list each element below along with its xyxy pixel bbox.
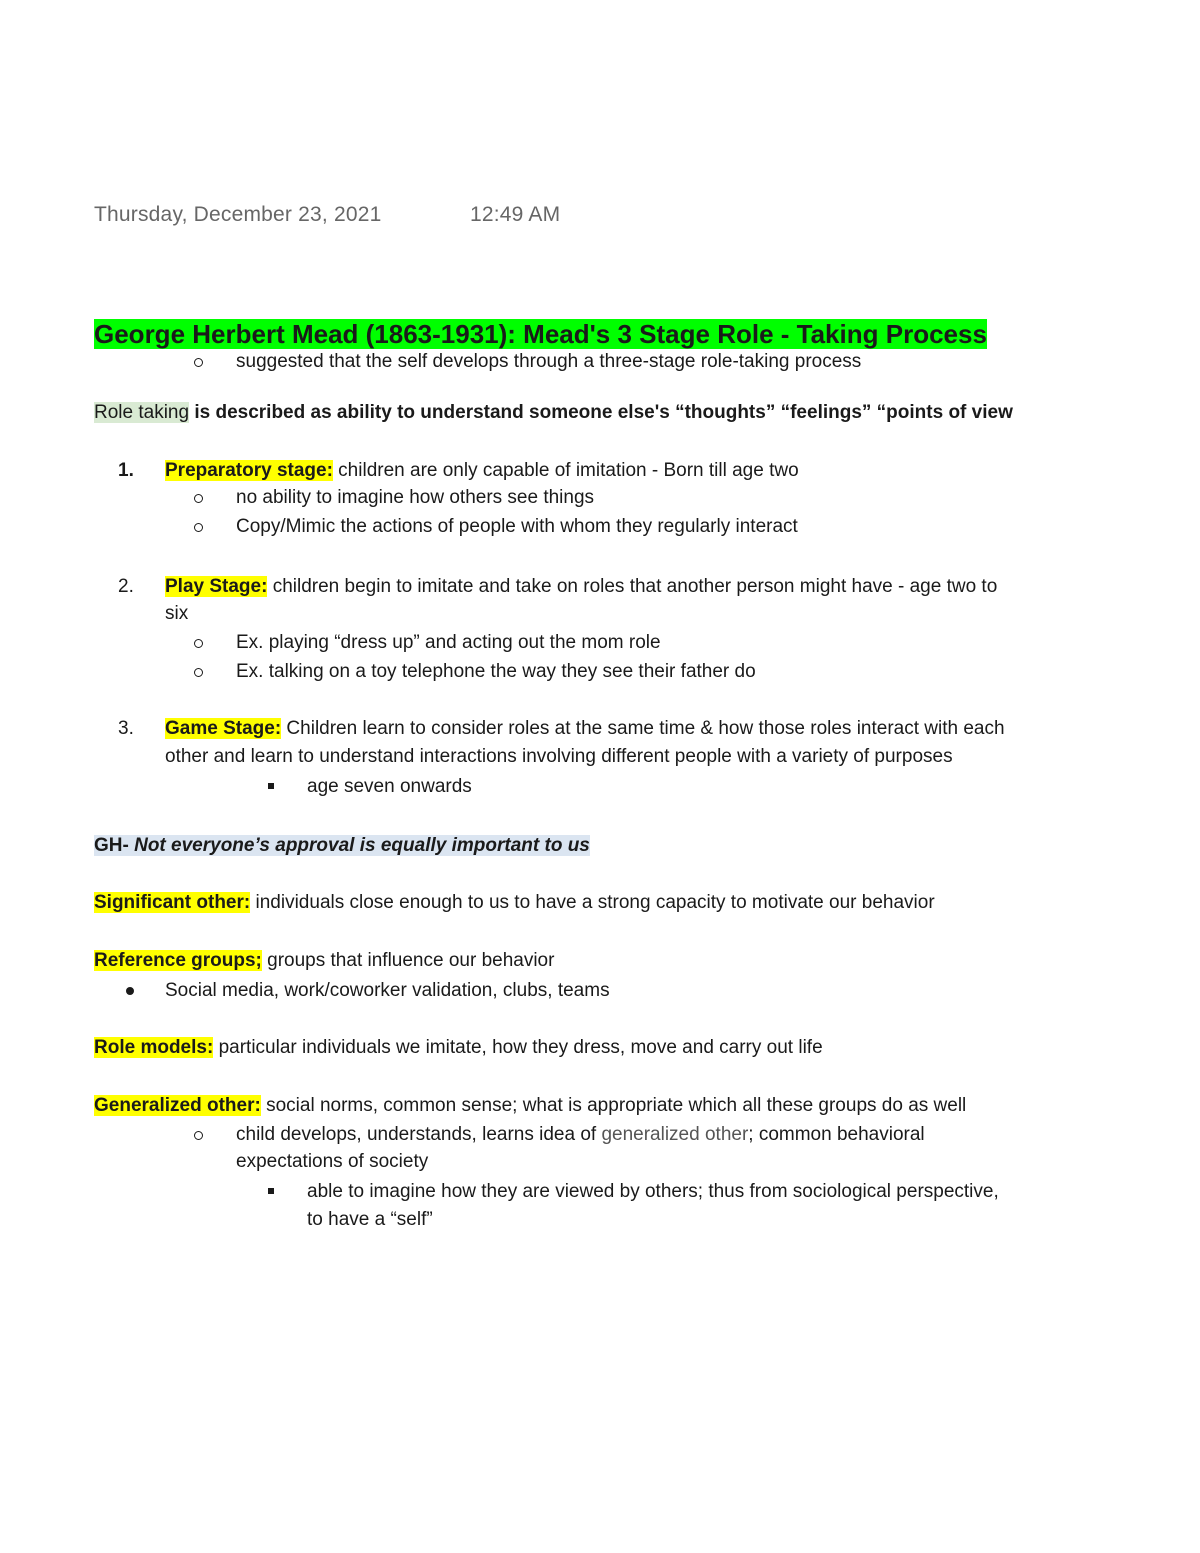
role-taking-definition: is described as ability to understand someone else's “thoughts” “feelings” “points of view xyxy=(189,402,1013,423)
hollow-bullet-icon xyxy=(194,523,203,532)
stage-3-term: Game Stage: xyxy=(165,718,282,739)
significant-other-term: Significant other: xyxy=(94,892,251,913)
stage-number: 1. xyxy=(118,460,134,481)
generalized-other-line xyxy=(94,1094,966,1118)
stage-number: 2. xyxy=(118,576,134,597)
square-bullet-icon xyxy=(268,1188,274,1194)
stage-3-sub-bullet: age seven onwards xyxy=(307,776,472,797)
stage-1-bullet: Copy/Mimic the actions of people with whom they regularly interact xyxy=(236,516,798,537)
stage-3-line xyxy=(165,717,1005,741)
generalized-other-bullet-c: ; common behavioral xyxy=(748,1124,925,1145)
generalized-other-bullet-a: child develops, understands, learns idea of xyxy=(236,1124,602,1145)
gh-note xyxy=(94,834,590,858)
page-title xyxy=(94,317,987,351)
hollow-bullet-icon xyxy=(194,1131,203,1140)
stage-2-bullet: Ex. playing “dress up” and acting out the mom role xyxy=(236,632,661,653)
stage-1-desc: children are only capable of imitation - Born till age two xyxy=(332,460,799,481)
intro-bullet: suggested that the self develops through a three-stage role-taking process xyxy=(236,351,862,372)
role-models-line xyxy=(94,1036,823,1060)
role-models-term: Role models: xyxy=(94,1037,214,1058)
reference-groups-bullet: Social media, work/coworker validation, clubs, teams xyxy=(165,980,610,1001)
stage-2-desc-cont: six xyxy=(165,603,189,624)
square-bullet-icon xyxy=(268,783,274,789)
role-models-desc: particular individuals we imitate, how they dress, move and carry out life xyxy=(213,1037,823,1058)
hollow-bullet-icon xyxy=(194,358,203,367)
stage-1-term: Preparatory stage: xyxy=(165,460,333,481)
reference-groups-desc: groups that influence our behavior xyxy=(261,950,555,971)
hollow-bullet-icon xyxy=(194,639,203,648)
note-time: 12:49 AM xyxy=(470,203,561,226)
significant-other-line xyxy=(94,891,935,915)
title-text: George Herbert Mead (1863-1931): Mead's 3 Stage Role - Taking Process xyxy=(94,319,987,349)
generalized-other-desc: social norms, common sense; what is appropriate which all these groups do as well xyxy=(260,1095,967,1116)
generalized-other-bullet-b: generalized other xyxy=(601,1124,749,1145)
gh-note-highlight xyxy=(94,835,590,856)
stage-3-desc-cont: other and learn to understand interactions involving different people with a variety of purposes xyxy=(165,746,953,767)
note-date: Thursday, December 23, 2021 xyxy=(94,203,382,226)
filled-bullet-icon xyxy=(126,987,134,995)
gh-text: Not everyone’s approval is equally important to us xyxy=(128,835,590,856)
reference-groups-line xyxy=(94,949,554,973)
generalized-other-term: Generalized other: xyxy=(94,1095,261,1116)
role-taking-term: Role taking xyxy=(94,402,190,423)
stage-2-desc: children begin to imitate and take on roles that another person might have - age two to xyxy=(267,576,998,597)
role-taking-line xyxy=(94,401,1013,425)
stage-2-line xyxy=(165,575,997,599)
significant-other-desc: individuals close enough to us to have a strong capacity to motivate our behavior xyxy=(250,892,935,913)
stage-2-bullet: Ex. talking on a toy telephone the way they see their father do xyxy=(236,661,756,682)
stage-1-bullet: no ability to imagine how others see things xyxy=(236,487,595,508)
stage-1-line xyxy=(165,459,799,483)
hollow-bullet-icon xyxy=(194,494,203,503)
generalized-other-bullet-cont: expectations of society xyxy=(236,1151,429,1172)
generalized-other-sub-bullet: able to imagine how they are viewed by others; thus from sociological perspective, xyxy=(307,1181,999,1202)
reference-groups-term: Reference groups; xyxy=(94,950,262,971)
stage-2-term: Play Stage: xyxy=(165,576,268,597)
generalized-other-sub-bullet-cont: to have a “self” xyxy=(307,1209,433,1230)
stage-3-desc: Children learn to consider roles at the same time & how those roles interact with each xyxy=(281,718,1005,739)
generalized-other-bullet xyxy=(236,1123,925,1147)
hollow-bullet-icon xyxy=(194,668,203,677)
stage-number: 3. xyxy=(118,718,134,739)
gh-prefix: GH- xyxy=(94,835,129,856)
